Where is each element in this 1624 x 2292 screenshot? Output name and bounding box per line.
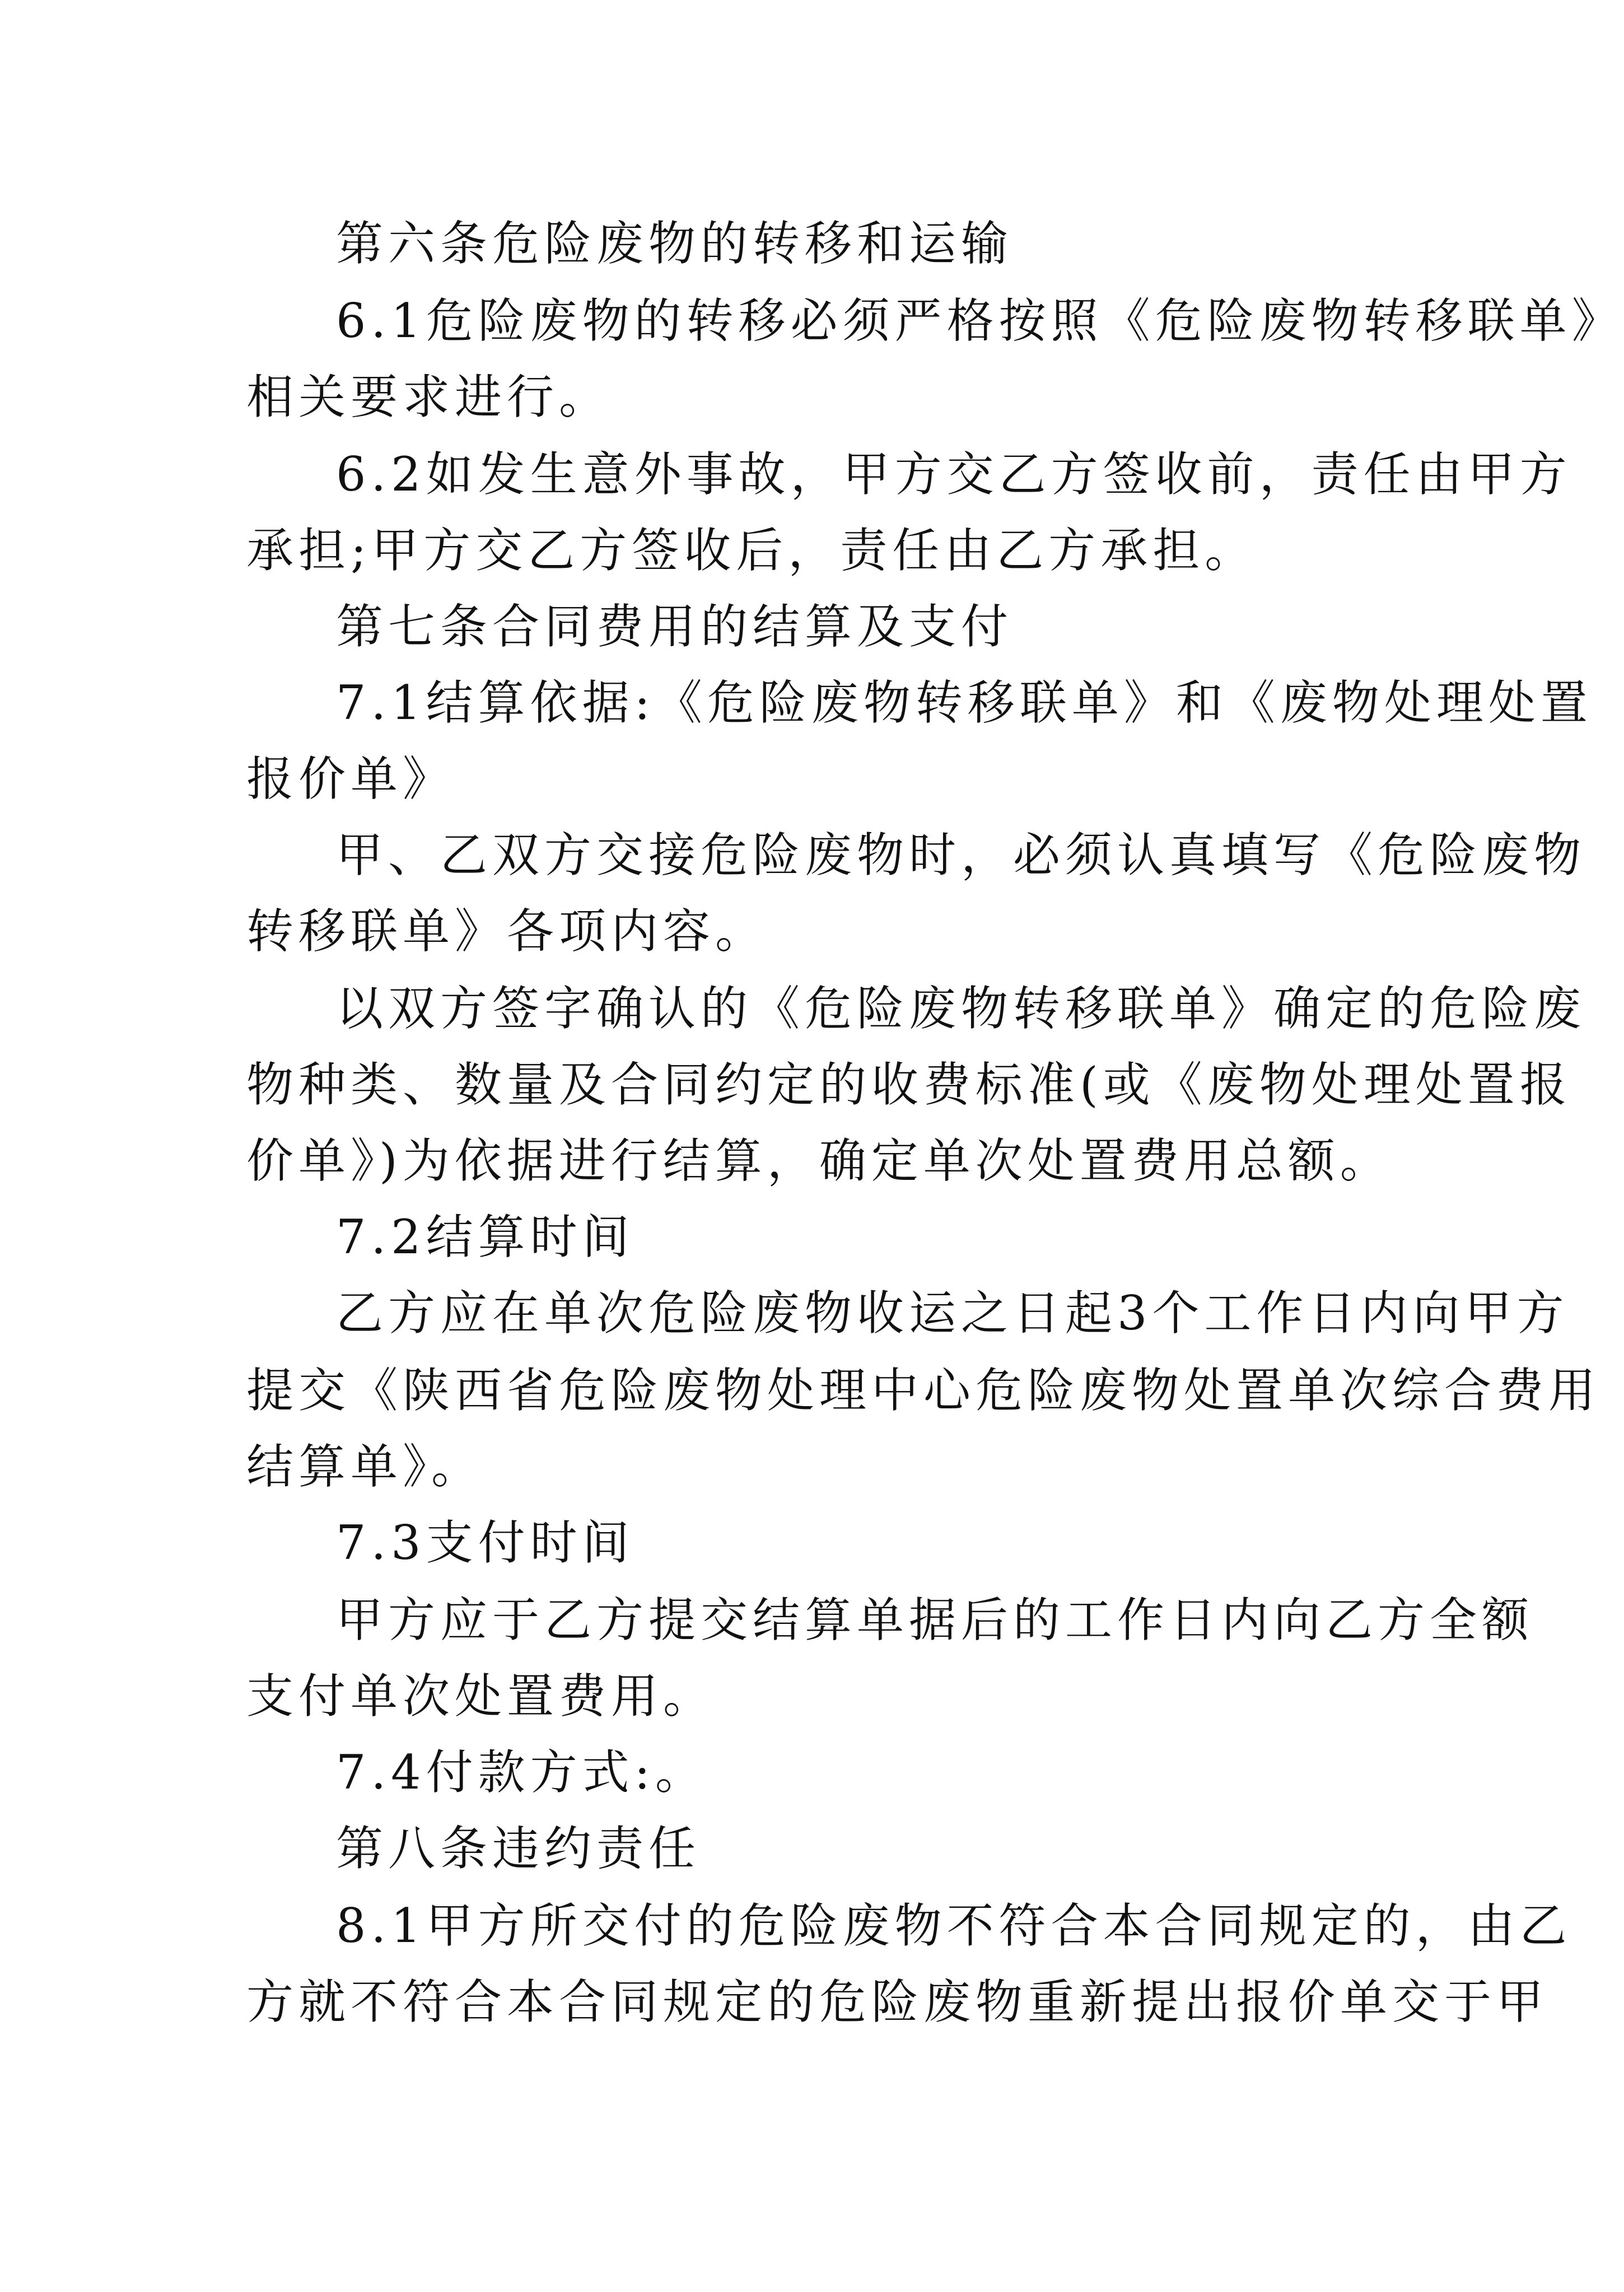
paragraph-7-2-line-3: 结算单》。 bbox=[246, 1439, 484, 1494]
paragraph-7-1-line-2: 报价单》 bbox=[246, 751, 455, 806]
paragraph-settlement-line-2: 物种类、数量及合同约定的收费标准(或《废物处理处置报 bbox=[246, 1057, 1572, 1112]
section-7-3-heading: 7.3支付时间 bbox=[336, 1515, 634, 1570]
paragraph-8-1-line-2: 方就不符合本合同规定的危险废物重新提出报价单交于甲 bbox=[246, 1974, 1549, 2029]
paragraph-settlement-line-3: 价单》)为依据进行结算，确定单次处置费用总额。 bbox=[246, 1133, 1392, 1188]
article-7-heading: 第七条合同费用的结算及支付 bbox=[336, 599, 1014, 654]
paragraph-7-3-line-2: 支付单次处置费用。 bbox=[246, 1669, 716, 1724]
section-7-2-heading: 7.2结算时间 bbox=[336, 1210, 634, 1264]
article-8-heading: 第八条违约责任 bbox=[336, 1821, 701, 1876]
paragraph-7-3-line-1: 甲方应于乙方提交结算单据后的工作日内向乙方全额 bbox=[336, 1593, 1534, 1647]
paragraph-7-2-line-2: 提交《陕西省危险废物处理中心危险废物处置单次综合费用 bbox=[246, 1363, 1601, 1418]
paragraph-handover-line-2: 转移联单》各项内容。 bbox=[246, 904, 768, 959]
article-6-heading: 第六条危险废物的转移和运输 bbox=[336, 216, 1014, 271]
paragraph-handover-line-1: 甲、乙双方交接危险废物时，必须认真填写《危险废物 bbox=[336, 828, 1586, 883]
paragraph-settlement-line-1: 以双方签字确认的《危险废物转移联单》确定的危险废 bbox=[336, 981, 1586, 1036]
paragraph-7-2-line-1: 乙方应在单次危险废物收运之日起3个工作日内向甲方 bbox=[336, 1286, 1569, 1341]
paragraph-6-1-line-1: 6.1危险废物的转移必须严格按照《危险废物转移联单》 bbox=[336, 293, 1624, 348]
paragraph-6-2-line-2: 承担;甲方交乙方签收后，责任由乙方承担。 bbox=[246, 523, 1257, 578]
paragraph-7-1-line-1: 7.1结算依据:《危险废物转移联单》和《废物处理处置 bbox=[336, 675, 1593, 730]
paragraph-6-1-line-2: 相关要求进行。 bbox=[246, 370, 612, 424]
section-7-4-line: 7.4付款方式:。 bbox=[336, 1745, 707, 1800]
paragraph-6-2-line-1: 6.2如发生意外事故，甲方交乙方签收前，责任由甲方 bbox=[336, 447, 1572, 502]
paragraph-8-1-line-1: 8.1甲方所交付的危险废物不符合本合同规定的，由乙 bbox=[336, 1898, 1572, 1953]
